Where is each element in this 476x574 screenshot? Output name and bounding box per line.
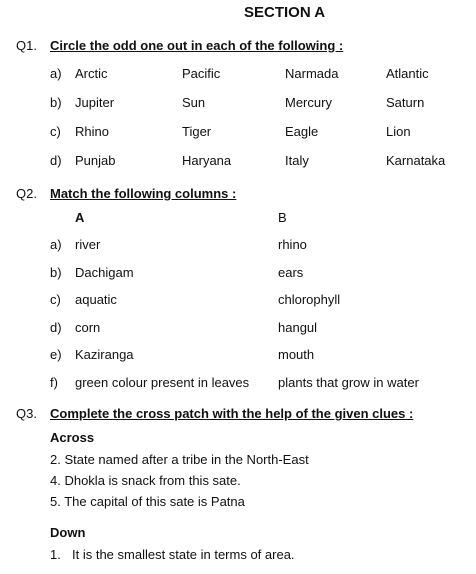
q2-row-label: e) xyxy=(50,347,62,362)
across-clue: 5. The capital of this sate is Patna xyxy=(50,494,245,509)
column-b-heading: B xyxy=(278,210,287,225)
q1-option: Sun xyxy=(182,95,206,110)
q1-option: Atlantic xyxy=(386,66,429,81)
down-heading: Down xyxy=(50,525,86,540)
q1-number: Q1. xyxy=(16,38,37,53)
q2-row-label: a) xyxy=(50,237,62,252)
q1-option: Eagle xyxy=(285,124,319,139)
q2-column-b-item: ears xyxy=(278,265,304,280)
q1-option: Saturn xyxy=(386,95,425,110)
q1-option: Narmada xyxy=(285,66,339,81)
q2-column-b-item: plants that grow in water xyxy=(278,375,419,390)
q2-column-a-item: green colour present in leaves xyxy=(75,375,250,390)
q2-column-b-item: chlorophyll xyxy=(278,292,341,307)
q2-number: Q2. xyxy=(16,186,37,201)
q2-row-label: c) xyxy=(50,292,61,307)
q1-option: Punjab xyxy=(75,153,116,168)
across-heading: Across xyxy=(50,430,95,445)
q2-row-label: d) xyxy=(50,320,62,335)
q2-row-label: f) xyxy=(50,375,58,390)
q2-column-b-item: rhino xyxy=(278,237,307,252)
q2-column-a-item: corn xyxy=(75,320,101,335)
q1-option: Mercury xyxy=(285,95,332,110)
q1-option: Haryana xyxy=(182,153,232,168)
q2-column-a-item: aquatic xyxy=(75,292,117,307)
across-clue: 2. State named after a tribe in the North-East xyxy=(50,452,309,467)
q1-option: Rhino xyxy=(75,124,109,139)
q1-option: Italy xyxy=(285,153,309,168)
q3-number: Q3. xyxy=(16,406,37,421)
down-clue: It is the smallest state in terms of area. xyxy=(72,547,295,562)
q1-row-label: b) xyxy=(50,95,62,110)
section-title: SECTION A xyxy=(244,4,326,21)
q1-option: Jupiter xyxy=(75,95,115,110)
q2-row-label: b) xyxy=(50,265,62,280)
q1-option: Pacific xyxy=(182,66,221,81)
q2-column-b-item: hangul xyxy=(278,320,318,335)
q2-column-a-item: Kaziranga xyxy=(75,347,134,362)
q1-row-label: a) xyxy=(50,66,62,81)
q2-column-b-item: mouth xyxy=(278,347,315,362)
q1-row-label: c) xyxy=(50,124,61,139)
q1-title: Circle the odd one out in each of the following : xyxy=(50,38,344,53)
q1-option: Tiger xyxy=(182,124,212,139)
across-clue: 4. Dhokla is snack from this sate. xyxy=(50,473,241,488)
q1-option: Karnataka xyxy=(386,153,446,168)
q2-title: Match the following columns : xyxy=(50,186,237,201)
q1-option: Lion xyxy=(386,124,411,139)
down-clue-number: 1. xyxy=(50,547,61,562)
column-a-heading: A xyxy=(75,210,85,225)
q2-column-a-item: river xyxy=(75,237,101,252)
q2-column-a-item: Dachigam xyxy=(75,265,134,280)
q3-title: Complete the cross patch with the help of the given clues : xyxy=(50,406,414,421)
q1-option: Arctic xyxy=(75,66,108,81)
q1-row-label: d) xyxy=(50,153,62,168)
